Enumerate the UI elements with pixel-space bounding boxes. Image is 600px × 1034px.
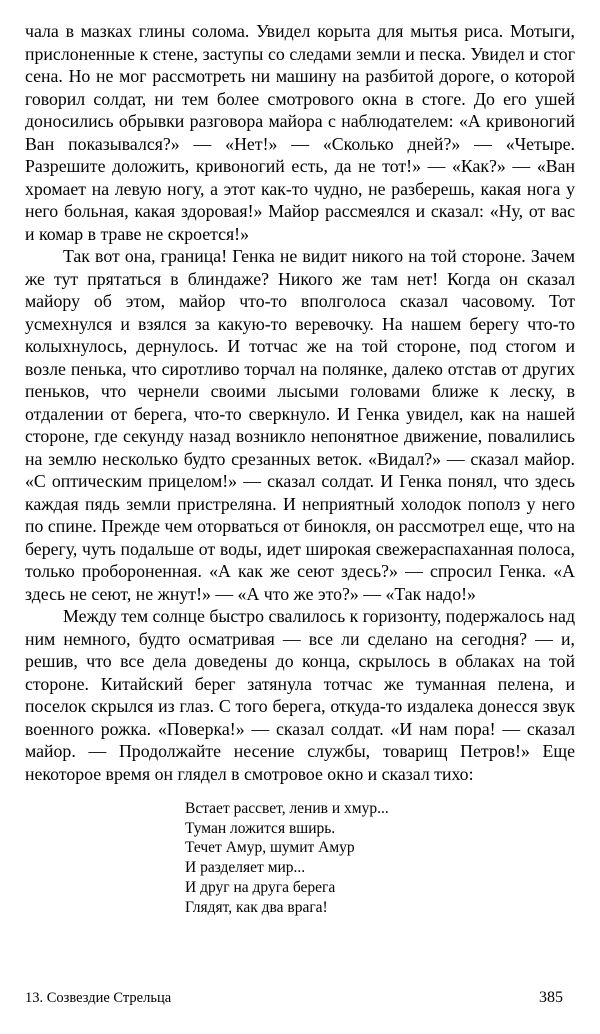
- poem-line-2: Туман ложится вширь.: [185, 819, 336, 837]
- chapter-title: 13. Созвездие Стрельца: [25, 990, 172, 1006]
- poem: [185, 799, 575, 917]
- paragraph-2: Так вот она, граница! Генка не видит никого на той стороне. Зачем же тут прятаться в блиндаже? Никого же там нет! Когда он сказал майору об этом, майор что-то вполголоса сказал часовому. Тот усмехнулся и взялся за какую-то веревочку. На нашем берегу что-то колыхнулось, дернулось. И тотчас же на той стороне, под стогом и возле пенька, что сиротливо торчал на полянке, далеко отстав от других пеньков, что чернели своими лысыми головами ближе к леску, в отдалении от берега, что-то сверкнуло. И Генка увидел, как на нашей стороне, где секунду назад возникло непонятное движение, повалились на землю несколько будто срезанных веток. «Видал?» — сказал майор. «С оптическим прицелом!» — сказал солдат. И Генка понял, что здесь каждая пядь земли пристреляна. И неприятный холодок пополз у него по спине. Прежде чем оторваться от бинокля, он рассмотрел еще, что на берегу, чуть подальше от воды, идет широкая свежераспаханная полоса, только пробороненная. «А как же сеют здесь?» — спросил Генка. «А здесь не сеют, не жнут!» — «А что же это?» — «Так надо!»: [25, 246, 575, 604]
- poem-line-6: Глядят, как два врага!: [185, 898, 328, 916]
- paragraph-3: Между тем солнце быстро свалилось к горизонту, подержалось над ним немного, будто осматривая — все ли сделано на сегодня? — и, решив, что все дела доведены до конца, скрылось в облаках на той стороне. Китайский берег затянула тотчас же туманная пелена, и поселок скрылся из глаз. С того берега, откуда-то издалека донесся звук военного рожка. «Поверка!» — сказал солдат. «И нам пора! — сказал майор. — Продолжайте несение службы, товарищ Петров!» Еще некоторое время он глядел в смотровое окно и сказал тихо:: [25, 606, 575, 784]
- poem-line-3: Течет Амур, шумит Амур: [185, 839, 355, 857]
- poem-line-4: И разделяет мир...: [185, 859, 306, 877]
- page-body: [25, 20, 575, 917]
- paragraph-1: чала в мазках глины солома. Увидел корыта для мытья риса. Мотыги, прислоненные к стене, заступы со следами земли и песка. Увидел и стог сена. Но не мог рассмотреть ни машину на разбитой дороге, о которой говорил солдат, ни тем более смотрового окна в стоге. До его ушей доносились обрывки разговора майора с наблюдателем: «А кривоногий Ван показывался?» — «Нет!» — «Сколько дней?» — «Четыре. Разрешите доложить, кривоногий есть, да не тот!» — «Как?» — «Ван хромает на левую ногу, а этот как-то чудно, не разберешь, какая нога у него больная, какая здоровая!» Майор рассмеялся и сказал: «Ну, от вас и комар в траве не скроется!»: [25, 21, 575, 244]
- page-number: 385: [539, 989, 563, 1006]
- poem-line-1: Встает рассвет, ленив и хмур...: [185, 800, 389, 817]
- poem-line-5: И друг на друга берега: [185, 878, 336, 896]
- page-footer: [25, 988, 575, 1010]
